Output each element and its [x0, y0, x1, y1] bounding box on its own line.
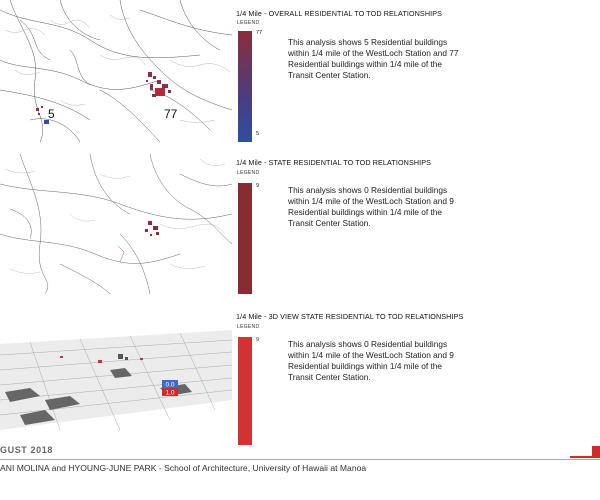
westloch-count-label: 5	[48, 107, 55, 121]
corner-accent	[592, 446, 600, 458]
section-1-title: 1/4 Mile - OVERALL RESIDENTIAL TO TOD RELATIONSHIPS	[236, 9, 443, 18]
overall-residential-map-drawing	[0, 0, 232, 142]
transit-center-buildings	[146, 72, 171, 97]
section-3-legend-bar	[238, 337, 252, 445]
3d-map-legend-max: 1.0	[165, 389, 175, 397]
section-3-legend-label: LEGEND	[237, 324, 260, 330]
3d-view-map	[0, 330, 232, 430]
section-1-legend-bar	[238, 31, 252, 142]
footer-credit: ANI MOLINA and HYOUNG-JUNE PARK - School of Architecture, University of Hawaii at Manoa	[0, 463, 367, 473]
state-buildings	[145, 221, 159, 236]
section-2-legend-bar	[238, 183, 252, 294]
overall-residential-map	[0, 0, 232, 142]
corner-accent-line	[570, 456, 592, 458]
footer-divider	[0, 459, 600, 460]
section-1-legend-max: 77	[256, 30, 263, 36]
3d-view-map-drawing	[0, 330, 232, 430]
section-3-description: This analysis shows 0 Residential buildings within 1/4 mile of the WestLoch Station and 9 Residential buildings within 1/4 mile of the Transit Center Station.	[288, 339, 454, 382]
section-2-legend-max: 9	[256, 183, 260, 189]
state-residential-map	[0, 154, 232, 294]
3d-map-legend-min: 0.0	[165, 381, 175, 389]
section-1-description: This analysis shows 5 Residential buildings within 1/4 mile of the WestLoch Station and 77 Residential buildings within 1/4 mile of the Transit Center Station.	[288, 37, 459, 80]
section-2-title: 1/4 Mile - STATE RESIDENTIAL TO TOD RELATIONSHIPS	[236, 158, 432, 167]
footer-date: GUST 2018	[0, 445, 53, 455]
section-1-legend-label: LEGEND	[237, 20, 260, 26]
state-residential-map-drawing	[0, 154, 232, 294]
section-3-title: 1/4 Mile - 3D VIEW STATE RESIDENTIAL TO TOD RELATIONSHIPS	[236, 312, 464, 321]
section-2-legend-label: LEGEND	[237, 170, 260, 176]
section-3-legend-max: 9	[256, 337, 260, 343]
section-1-legend-min: 5	[256, 131, 260, 137]
transit-center-count-label: 77	[164, 107, 178, 121]
section-2-description: This analysis shows 0 Residential buildings within 1/4 mile of the WestLoch Station and 9 Residential buildings within 1/4 mile of the Transit Center Station.	[288, 185, 454, 228]
